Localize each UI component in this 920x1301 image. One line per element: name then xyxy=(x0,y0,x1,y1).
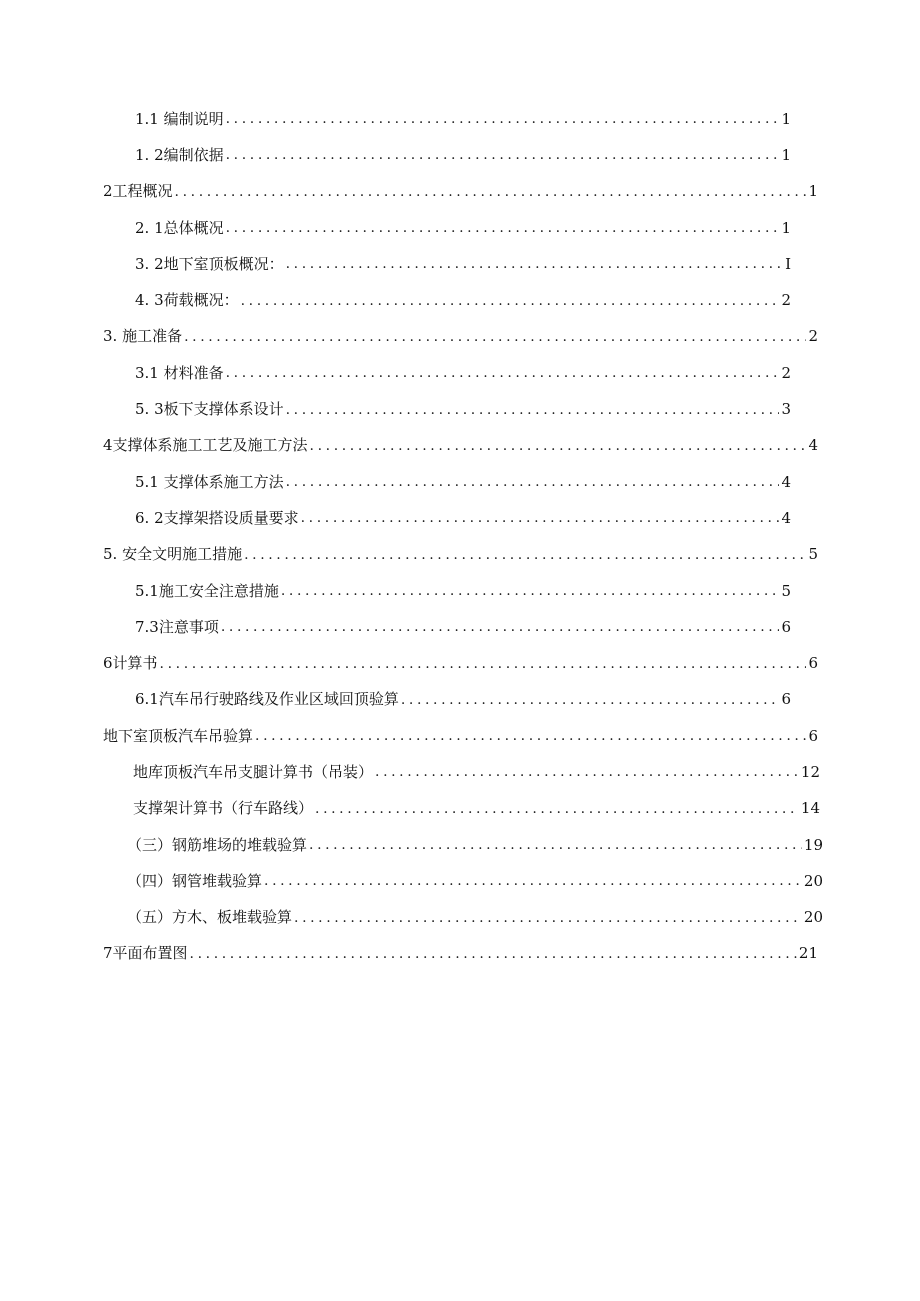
toc-dot-leader xyxy=(244,547,806,563)
toc-entry-4[interactable] xyxy=(0,428,818,464)
toc-entry-7-3[interactable] xyxy=(0,609,791,645)
toc-dot-leader xyxy=(226,147,780,163)
toc-entry-title: （四）钢管堆载验算 xyxy=(127,871,263,890)
toc-entry-crane-check[interactable] xyxy=(0,718,818,754)
toc-entry-page: 4 xyxy=(781,508,791,527)
toc-entry-6[interactable] xyxy=(0,645,818,681)
toc-dot-leader xyxy=(226,111,780,127)
toc-entry-title: 地库顶板汽车吊支腿计算书（吊装） xyxy=(133,762,374,781)
toc-dot-leader xyxy=(160,656,807,672)
toc-entry-1-2[interactable] xyxy=(0,137,791,173)
toc-entry-title: 3.1 材料准备 xyxy=(135,363,224,382)
toc-entry-6-1[interactable] xyxy=(0,682,791,718)
toc-entry-page: 6 xyxy=(808,726,818,745)
toc-dot-leader xyxy=(310,438,807,454)
toc-entry-3-2[interactable] xyxy=(0,246,791,282)
toc-entry-title: 1.1 编制说明 xyxy=(135,109,224,128)
toc-dot-leader xyxy=(309,837,802,853)
table-of-contents xyxy=(0,101,920,972)
toc-entry-page: 5 xyxy=(808,545,818,564)
toc-entry-title: 2. 1总体概况 xyxy=(135,218,224,237)
toc-dot-leader xyxy=(294,910,802,926)
toc-entry-title: 地下室顶板汽车吊验算 xyxy=(103,726,254,745)
toc-entry-title: 3. 施工准备 xyxy=(103,327,183,346)
toc-dot-leader xyxy=(221,619,780,635)
toc-dot-leader xyxy=(286,474,780,490)
toc-entry-page: 20 xyxy=(803,871,823,890)
toc-dot-leader xyxy=(315,801,799,817)
toc-dot-leader xyxy=(226,365,780,381)
toc-entry-title: 5. 3板下支撑体系设计 xyxy=(135,400,284,419)
toc-entry-title: 3. 2地下室顶板概况： xyxy=(135,254,284,273)
toc-dot-leader xyxy=(401,692,780,708)
toc-entry-5-1[interactable] xyxy=(0,464,791,500)
toc-entry-2[interactable] xyxy=(0,174,818,210)
toc-dot-leader xyxy=(264,873,802,889)
toc-entry-5-3[interactable] xyxy=(0,391,791,427)
toc-entry-title: （五）方木、板堆载验算 xyxy=(127,908,293,927)
toc-entry-support-calc[interactable] xyxy=(0,791,820,827)
toc-entry-page: 1 xyxy=(808,182,818,201)
toc-entry-title: 6计算书 xyxy=(103,654,158,673)
toc-entry-outrigger-calc[interactable] xyxy=(0,754,820,790)
toc-dot-leader xyxy=(301,510,780,526)
toc-entry-title: 6. 2支撑架搭设质量要求 xyxy=(135,508,299,527)
toc-entry-page: 12 xyxy=(800,762,820,781)
toc-entry-page: 14 xyxy=(800,799,820,818)
toc-entry-7[interactable] xyxy=(0,936,818,972)
toc-entry-5-1-safety[interactable] xyxy=(0,573,791,609)
toc-entry-title: 4支撑体系施工工艺及施工方法 xyxy=(103,436,308,455)
toc-entry-title: 5. 安全文明施工措施 xyxy=(103,545,243,564)
toc-entry-page: I xyxy=(785,254,791,273)
toc-entry-6-2[interactable] xyxy=(0,500,791,536)
toc-entry-page: 2 xyxy=(808,327,818,346)
toc-entry-page: 1 xyxy=(781,109,791,128)
toc-dot-leader xyxy=(241,293,780,309)
toc-entry-title: 1. 2编制依据 xyxy=(135,145,224,164)
toc-entry-page: 4 xyxy=(808,436,818,455)
toc-entry-title: （三）钢筋堆场的堆载验算 xyxy=(127,835,308,854)
toc-entry-page: 3 xyxy=(781,400,791,419)
toc-entry-steel-pipe[interactable] xyxy=(0,863,823,899)
toc-dot-leader xyxy=(190,946,797,962)
toc-entry-timber-board[interactable] xyxy=(0,900,823,936)
toc-entry-page: 2 xyxy=(781,363,791,382)
toc-entry-page: 1 xyxy=(781,218,791,237)
toc-entry-page: 1 xyxy=(781,145,791,164)
toc-entry-title: 6.1汽车吊行驶路线及作业区域回顶验算 xyxy=(135,690,399,709)
toc-entry-rebar-yard[interactable] xyxy=(0,827,823,863)
toc-dot-leader xyxy=(226,220,780,236)
toc-entry-page: 4 xyxy=(781,472,791,491)
toc-dot-leader xyxy=(281,583,780,599)
toc-entry-page: 6 xyxy=(781,617,791,636)
toc-dot-leader xyxy=(255,728,806,744)
toc-dot-leader xyxy=(286,402,780,418)
toc-entry-page: 20 xyxy=(803,908,823,927)
toc-entry-title: 2工程概况 xyxy=(103,182,173,201)
toc-entry-page: 6 xyxy=(781,690,791,709)
toc-dot-leader xyxy=(286,256,783,272)
toc-entry-title: 7.3注意事项 xyxy=(135,617,219,636)
toc-entry-1-1[interactable] xyxy=(0,101,791,137)
toc-entry-2-1[interactable] xyxy=(0,210,791,246)
toc-dot-leader xyxy=(375,764,799,780)
toc-entry-page: 2 xyxy=(781,291,791,310)
toc-entry-page: 21 xyxy=(798,944,818,963)
toc-entry-title: 支撑架计算书（行车路线） xyxy=(133,799,314,818)
toc-entry-title: 5.1 支撑体系施工方法 xyxy=(135,472,284,491)
toc-dot-leader xyxy=(175,184,807,200)
toc-dot-leader xyxy=(184,329,806,345)
toc-entry-3-1[interactable] xyxy=(0,355,791,391)
toc-entry-page: 6 xyxy=(808,654,818,673)
toc-entry-3[interactable] xyxy=(0,319,818,355)
toc-entry-4-3[interactable] xyxy=(0,282,791,318)
toc-entry-title: 7平面布置图 xyxy=(103,944,188,963)
toc-entry-5[interactable] xyxy=(0,537,818,573)
toc-entry-page: 5 xyxy=(781,581,791,600)
toc-entry-title: 4. 3荷载概况： xyxy=(135,291,239,310)
toc-entry-title: 5.1施工安全注意措施 xyxy=(135,581,279,600)
toc-entry-page: 19 xyxy=(803,835,823,854)
